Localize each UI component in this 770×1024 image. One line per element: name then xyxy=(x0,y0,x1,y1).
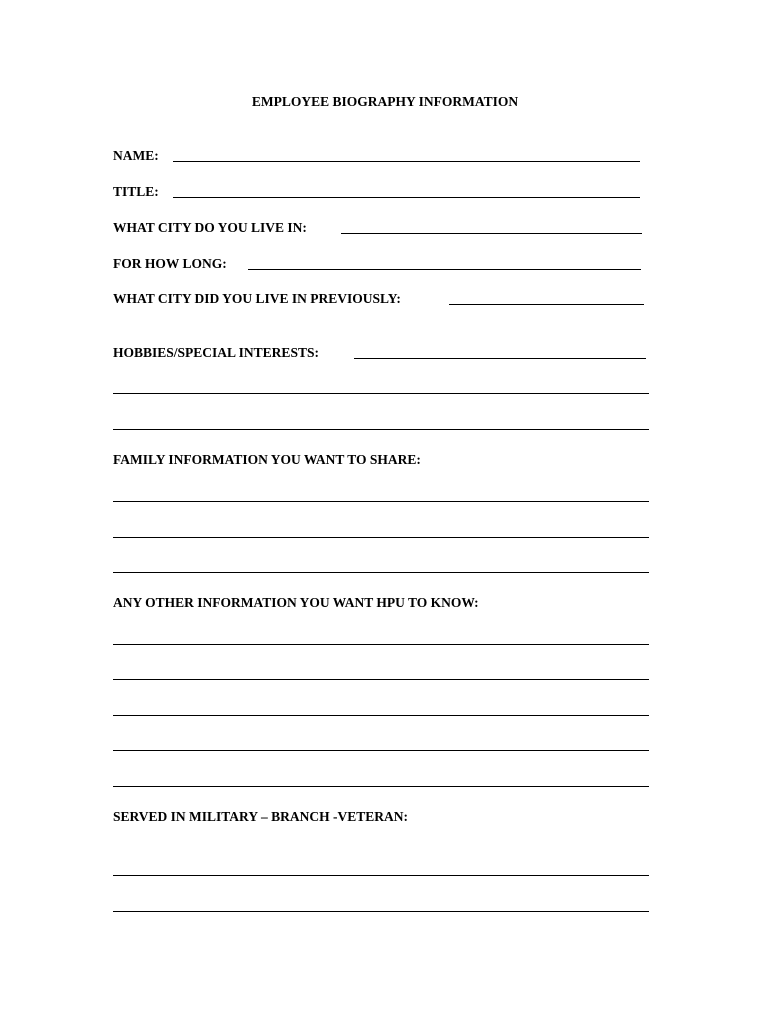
previous-city-input-line[interactable] xyxy=(449,304,644,305)
other-info-line[interactable] xyxy=(113,679,649,680)
hobbies-label: HOBBIES/SPECIAL INTERESTS: xyxy=(113,345,319,360)
other-info-label: ANY OTHER INFORMATION YOU WANT HPU TO KNOW: xyxy=(113,595,479,610)
family-line[interactable] xyxy=(113,537,649,538)
city-input-line[interactable] xyxy=(341,233,642,234)
hobbies-line[interactable] xyxy=(113,429,649,430)
title-label: TITLE: xyxy=(113,184,159,199)
other-info-line[interactable] xyxy=(113,750,649,751)
military-line[interactable] xyxy=(113,875,649,876)
name-label: NAME: xyxy=(113,148,159,163)
how-long-input-line[interactable] xyxy=(248,269,641,270)
form-title: EMPLOYEE BIOGRAPHY INFORMATION xyxy=(251,94,519,109)
family-label: FAMILY INFORMATION YOU WANT TO SHARE: xyxy=(113,452,421,467)
title-input-line[interactable] xyxy=(173,197,640,198)
other-info-line[interactable] xyxy=(113,715,649,716)
military-label: SERVED IN MILITARY – BRANCH -VETERAN: xyxy=(113,809,408,824)
family-line[interactable] xyxy=(113,501,649,502)
city-label: WHAT CITY DO YOU LIVE IN: xyxy=(113,220,307,235)
previous-city-label: WHAT CITY DID YOU LIVE IN PREVIOUSLY: xyxy=(113,291,401,306)
family-line[interactable] xyxy=(113,572,649,573)
hobbies-line[interactable] xyxy=(113,393,649,394)
military-line[interactable] xyxy=(113,911,649,912)
hobbies-input-line[interactable] xyxy=(354,358,646,359)
name-input-line[interactable] xyxy=(173,161,640,162)
other-info-line[interactable] xyxy=(113,786,649,787)
how-long-label: FOR HOW LONG: xyxy=(113,256,227,271)
other-info-line[interactable] xyxy=(113,644,649,645)
